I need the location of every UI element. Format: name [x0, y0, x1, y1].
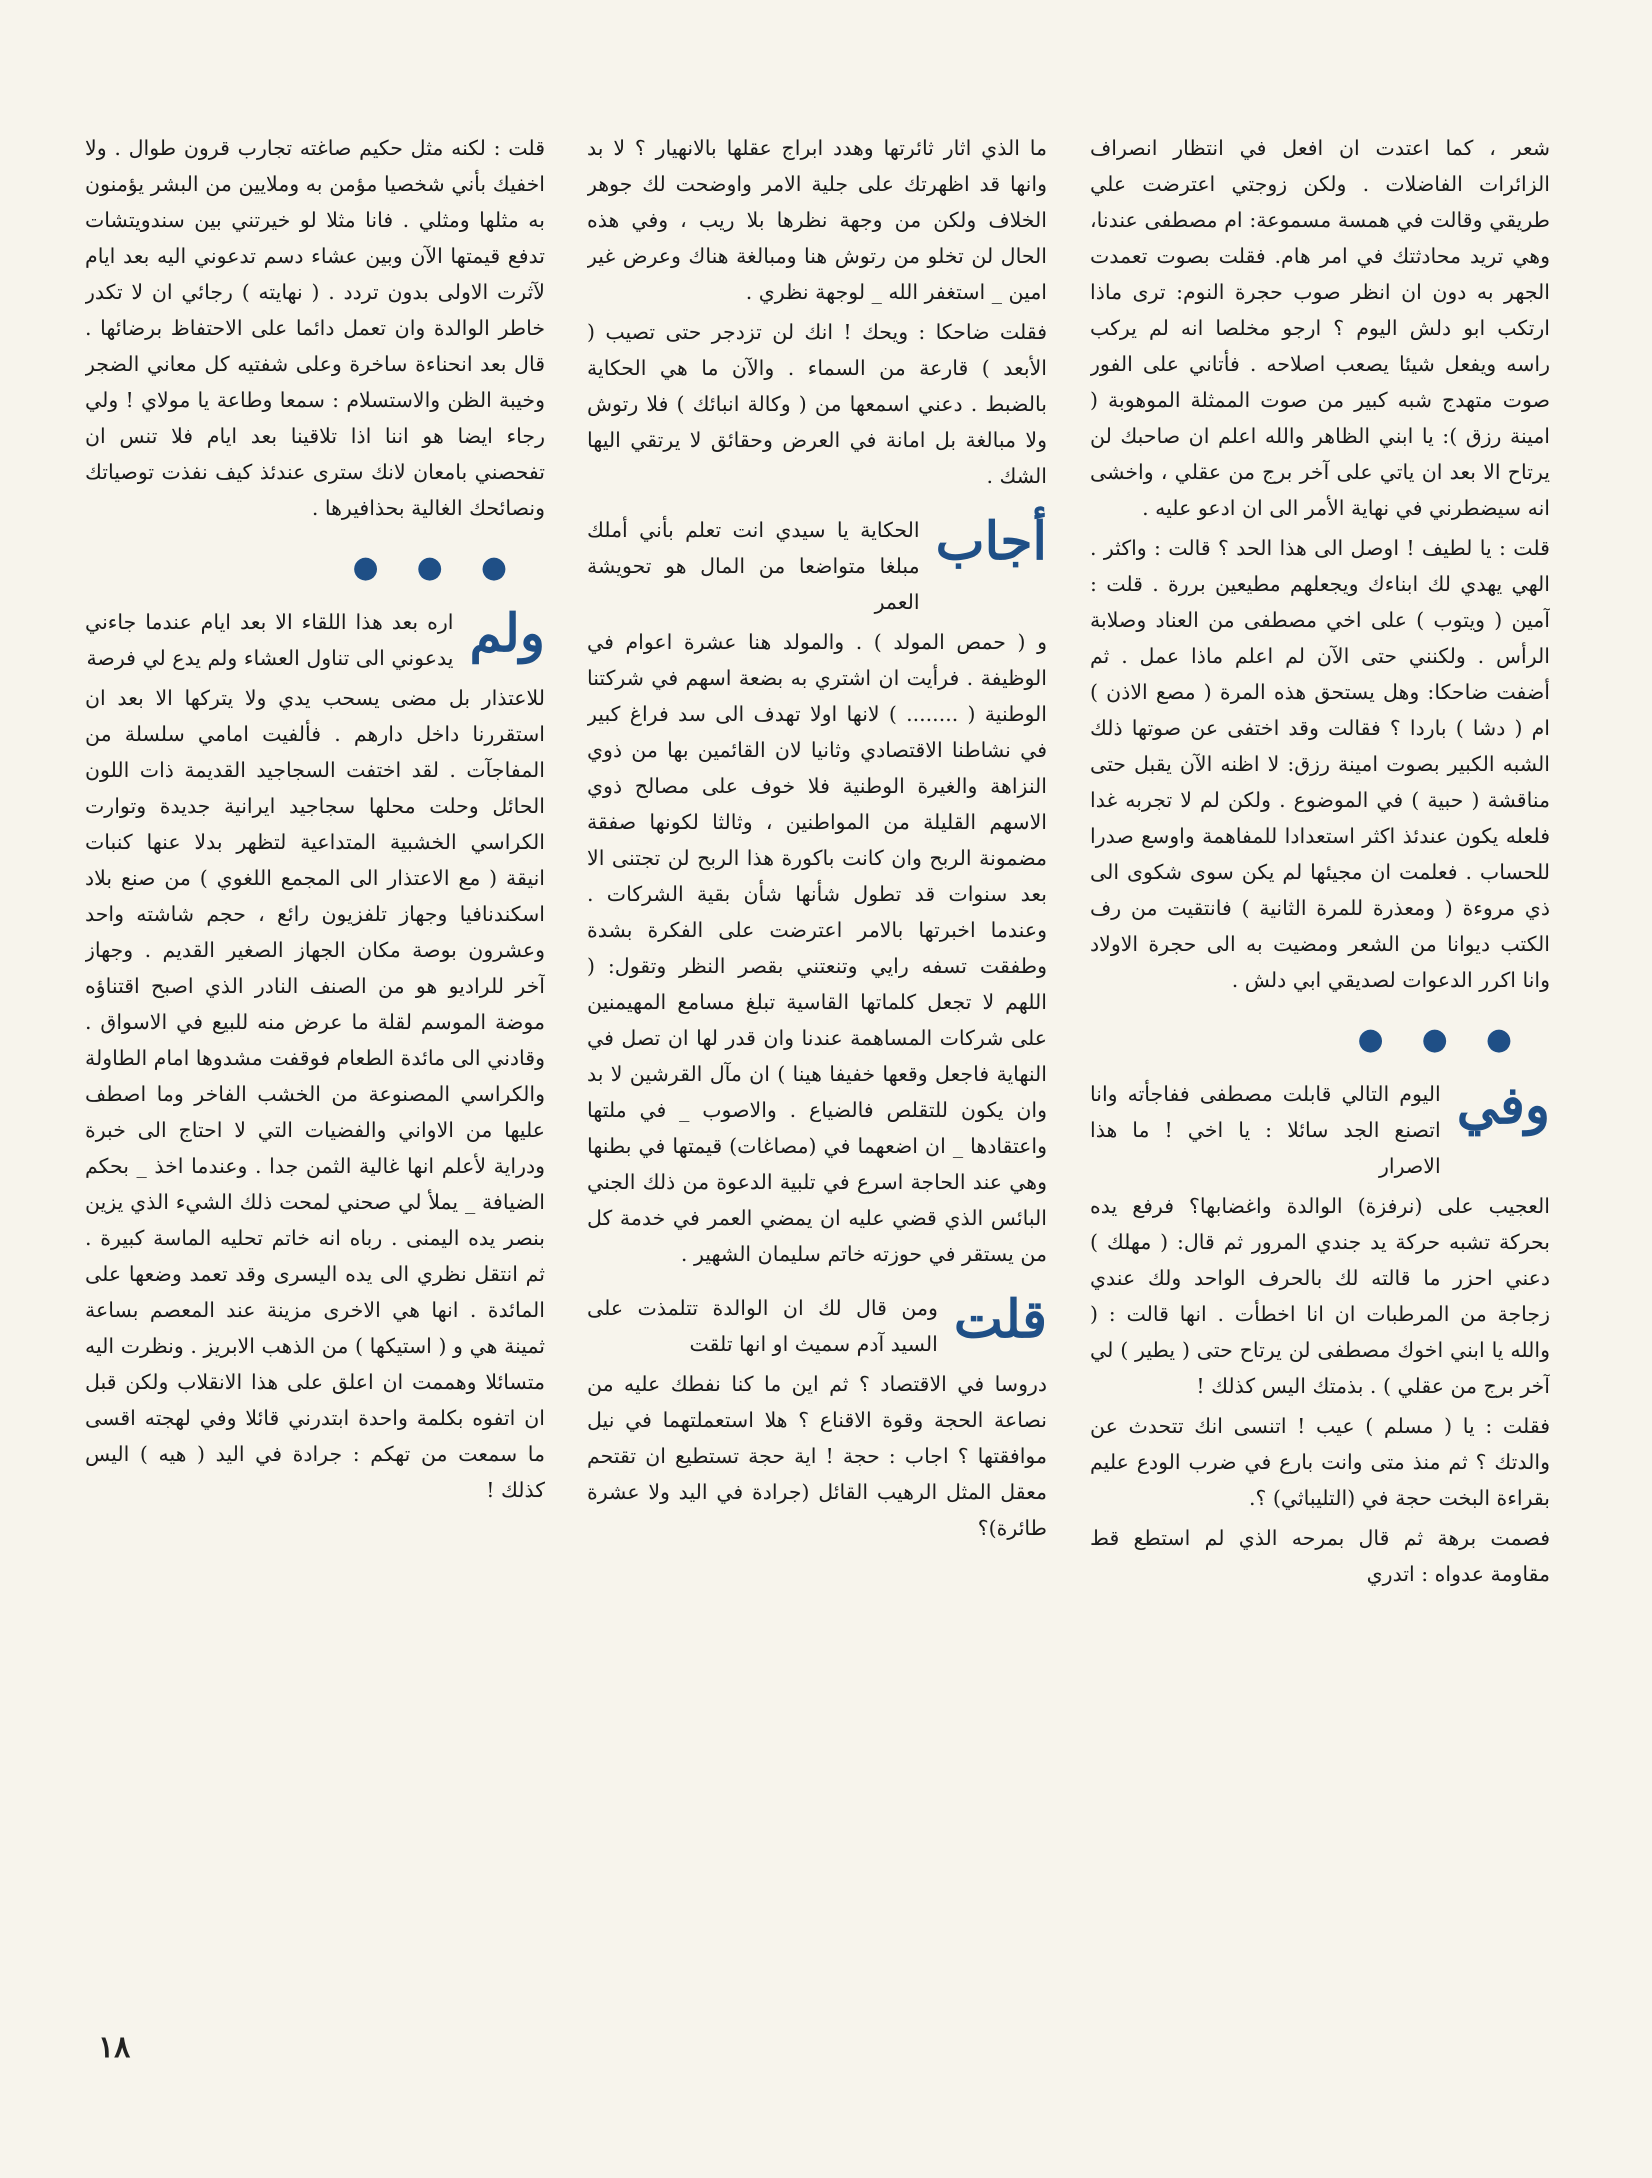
paragraph: ما الذي اثار ثائرتها وهدد ابراج عقلها بالانهيار ؟ لا بد وانها قد اظهرتك على جلية الامر واوضحت لك جوهر الخلاف ولكن من وجهة نظرها بلا ريب ، وفي هذه الحال لن تخلو من رتوش هنا ومبالغة هناك وعرض غير امين _ استغفر الله _ لوجهة نظري . [587, 136, 1047, 304]
section-divider-dots: ●●● [352, 550, 545, 585]
page-number: ١٨ [98, 2030, 131, 2065]
paragraph: للاعتذار بل مضى يسحب يدي ولا يتركها الا بعد ان استقررنا داخل دارهم . فألفيت امامي سلسلة من المفاجآت . لقد اختفت السجاجيد القديمة ذات اللون الحائل وحلت محلها سجاجيد ايرانية جديدة وتوارت الكراسي الخشبية المتداعية لتظهر بدلا عنها كنبات انيقة ( مع الاعتذار الى المجمع اللغوي ) من صنع بلاد اسكندنافيا وجهاز تلفزيون رائع ، حجم شاشته واحد وعشرون بوصة مكان الجهاز الصغير القديم . وجهاز آخر للراديو هو من الصنف النادر الذي اصبح اقتناؤه موضة الموسم لقلة ما عرض منه للبيع في الاسواق . وقادني الى مائدة الطعام فوقفت مشدوها امام الطاولة والكراسي المصنوعة من الخشب الفاخر وما اصطف عليها من الاواني والفضيات التي لا احتاج الى خبرة ودراية لأعلم انها غالية الثمن جدا . وعندما اخذ _ بحكم الضيافة _ يملأ لي صحني لمحت ذلك الشيء الذي يزين بنصر يده اليمنى . رباه انه خاتم تحليه الماسة كبيرة . ثم انتقل نظري الى يده اليسرى وقد تعمد وضعها على المائدة . انها هي الاخرى مزينة عند المعصم بساعة ثمينة هي و ( استيكها ) من الذهب الابريز . ونظرت اليه متسائلا وهممت ان اعلق على هذا الانقلاب ولكن قبل ان اتفوه بكلمة واحدة ابتدرني قائلا وفي لهجته اقسى ما سمعت من تهكم : جرادة في اليد ( هيه ) اليس كذلك ! [85, 686, 545, 1502]
section-opening [85, 604, 545, 676]
paragraph: العجيب على (نرفزة) الوالدة واغضابها؟ فرفع يده بحركة تشبه حركة يد جندي المرور ثم قال: ( مهلك ) دعني احزر ما قالته لك بالحرف الواحد ولك عندي زجاجة من المرطبات ان انا اخطأت . انها قالت : ( والله يا ابني اخوك مصطفى لن يرتاح حتى ( يطير ) لي آخر برج من عقلي ) . بذمتك اليس كذلك ! [1090, 1194, 1550, 1398]
article-column-left [85, 130, 545, 2030]
paragraph: فقلت : يا ( مسلم ) عيب ! اتنسى انك تتحدث عن والدتك ؟ ثم منذ متى وانت بارع في ضرب الودع عليم بقراءة البخت حجة في (التليباثي) ؟. [1090, 1414, 1550, 1510]
paragraph: قلت : لكنه مثل حكيم صاغته تجارب قرون طوال . ولا اخفيك بأني شخصيا مؤمن به وملايين من البشر يؤمنون به مثلها ومثلي . فانا مثلا لو خيرتني بين سندويتشات تدفع قيمتها الآن وبين عشاء دسم تدعوني اليه بعد ايام لآثرت الاولى بدون تردد . ( نهايته ) رجائي ان لا تكدر خاطر الوالدة وان تعمل دائما على الاحتفاظ برضائها . قال بعد انحناءة ساخرة وعلى شفتيه كل معاني الضجر وخيبة الظن والاستسلام : سمعا وطاعة يا مولاي ! ولي رجاء ايضا هو اننا اذا تلاقينا بعد ايام فلا تنس ان تفحصني بامعان لانك سترى عندئذ كيف نفذت توصياتك ونصائحك الغالية بحذافيرها . [85, 136, 545, 520]
paragraph: و ( حمص المولد ) . والمولد هنا عشرة اعوام في الوظيفة . فرأيت ان اشتري به بضعة اسهم في شركتنا الوطنية ( ........ ) لانها اولا تهدف الى سد فراغ كبير في نشاطنا الاقتصادي وثانيا لان القائمين بها من ذوي النزاهة والغيرة الوطنية فلا خوف على مصالح ذوي الاسهم القليلة من المواطنين ، وثالثا لكونها صفقة مضمونة الربح وان كانت باكورة هذا الربح لن تجتنى الا بعد سنوات قد تطول شأنها شأن بقية الشركات . وعندما اخبرتها بالامر اعترضت على الفكرة بشدة وطفقت تسفه رايي وتنعتني بقصر النظر وتقول: ( اللهم لا تجعل كلماتها القاسية تبلغ مسامع المهيمنين على شركات المساهمة عندنا وان قدر لها ان تصل في النهاية فاجعل وقعها خفيفا هينا ) ان مآل القرشين لا بد وان يكون للتقلص فالضياع . والاصوب _ في ملتها واعتقادها _ ان اضعهما في (مصاغات) قيمتها في بطنها وهي عند الحاجة اسرع في تلبية الدعوة من ذلك الجني البائس الذي قضي عليه ان يمضي العمر في خدمة كل من يستقر في حوزته خاتم سليمان الشهير . [587, 630, 1047, 1266]
drop-word: ولم [469, 603, 545, 664]
section-lead-text: الحكاية يا سيدي انت تعلم بأني أملك مبلغا متواضعا من المال هو تحويشة العمر [587, 518, 920, 614]
paragraph: فقلت ضاحكا : ويحك ! انك لن تزدجر حتى تصيب ( الأبعد ) قارعة من السماء . والآن ما هي الحكاية بالضبط . دعني اسمعها من ( وكالة انبائك ) فلا رتوش ولا مبالغة بل امانة في العرض وحقائق لا يرتقي اليها الشك . [587, 320, 1047, 488]
drop-word: قلت [953, 1289, 1047, 1350]
section-lead-text: اره بعد هذا اللقاء الا بعد ايام عندما جاءني يدعوني الى تناول العشاء ولم يدع لي فرصة [85, 610, 454, 670]
section-lead-text: ومن قال لك ان الوالدة تتلمذت على السيد آدم سميث او انها تلقت [587, 1296, 938, 1356]
paragraph: شعر ، كما اعتدت ان افعل في انتظار انصراف الزائرات الفاضلات . ولكن زوجتي اعترضت علي طريقي وقالت في همسة مسموعة: ام مصطفى عندنا، وهي تريد محادثتك في امر هام. فقلت بصوت تعمدت الجهر به دون ان انظر صوب حجرة النوم: ترى ماذا ارتكب ابو دلش اليوم ؟ ارجو مخلصا انه لم يركب راسه ويفعل شيئا يصعب اصلاحه . فأتاني على الفور صوت متهدج شبه كبير من صوت الممثلة الموهوبة ( امينة رزق ): يا ابني الظاهر والله اعلم ان صاحبك لن يرتاح الا بعد ان ياتي على آخر برج من عقلي ، واخشى انه سيضطرني في نهاية الأمر الى ان ادعو عليه . [1090, 136, 1550, 520]
section-lead-text: اليوم التالي قابلت مصطفى ففاجأته وانا اتصنع الجد سائلا : يا اخي ! ما هذا الاصرار [1090, 1082, 1441, 1178]
article-column-right [1090, 130, 1550, 2030]
paragraph: فصمت برهة ثم قال بمرحه الذي لم استطع قط مقاومة عدواه : اتدري [1090, 1526, 1550, 1586]
section-divider-dots: ●●● [1357, 1022, 1550, 1057]
drop-word: وفي [1456, 1075, 1550, 1136]
section-opening [1090, 1076, 1550, 1184]
drop-word: أجاب [935, 511, 1047, 572]
section-opening [587, 1290, 1047, 1362]
paragraph: قلت : يا لطيف ! اوصل الى هذا الحد ؟ قالت : واكثر . الهي يهدي لك ابناءك ويجعلهم مطيعين بررة . قلت : آمين ( ويتوب ) على اخي مصطفى من العناد وصلابة الرأس . ولكنني حتى الآن لم اعلم ماذا عمل . ثم أضفت ضاحكا: وهل يستحق هذه المرة ( مصع الاذن ) ام ( دشا ) باردا ؟ فقالت وقد اختفى عن صوتها ذلك الشبه الكبير بصوت امينة رزق: لا اظنه الآن يقبل حتى مناقشة ( حبية ) في الموضوع . ولكن لم لا تجربه غدا فلعله يكون عندئذ اكثر استعدادا للمفاهمة واوسع صدرا للحساب . فعلمت ان مجيئها لم يكن سوى شكوى الى ذي مروءة ( ومعذرة للمرة الثانية ) فانتقيت من رف الكتب ديوانا من الشعر ومضيت به الى حجرة الاولاد وانا اكرر الدعوات لصديقي ابي دلش . [1090, 536, 1550, 992]
article-column-middle [587, 130, 1047, 2030]
paragraph: دروسا في الاقتصاد ؟ ثم اين ما كنا نفطك عليه من نصاعة الحجة وقوة الاقناع ؟ هلا استعملتهما في نيل موافقتها ؟ اجاب : حجة ! اية حجة تستطيع ان تقتحم معقل المثل الرهيب القائل (جرادة في اليد ولا عشرة طائرة)؟ [587, 1372, 1047, 1540]
section-opening [587, 512, 1047, 620]
